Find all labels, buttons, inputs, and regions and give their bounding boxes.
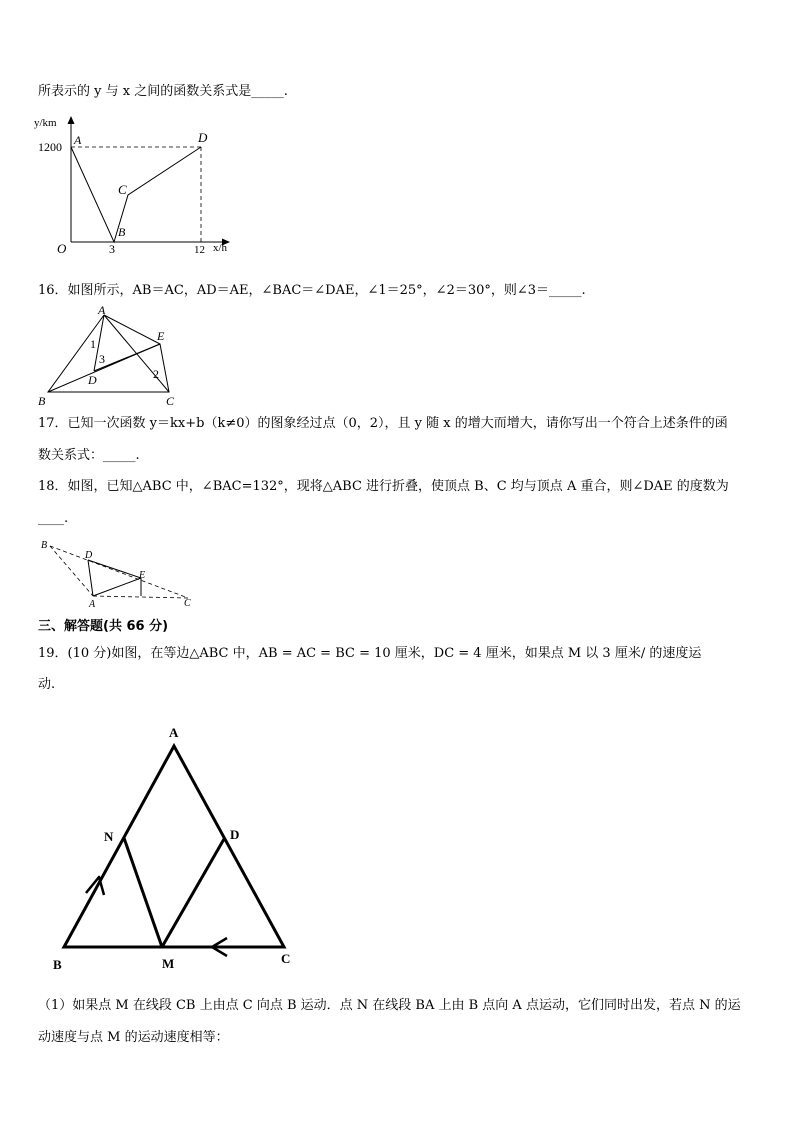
q15-text: 所表示的 y 与 x 之间的函数关系式是_____.	[38, 84, 288, 99]
x-tick-12: 12	[194, 244, 205, 256]
q17-text-line2: 数关系式：_____.	[38, 448, 140, 463]
q19-part1-line1: （1）如果点 M 在线段 CB 上由点 C 向点 B 运动．点 N 在线段 BA 上由 B 点向 A 点运动，它们同时出发，若点 N 的运	[38, 998, 741, 1013]
fig18-label-d: D	[85, 550, 93, 561]
fig16-label-3: 3	[99, 352, 105, 366]
q18-text-line1: 18．如图，已知△ABC 中，∠BAC=132°，现将△ABC 进行折叠，使顶点 B、C 均与顶点 A 重合，则∠DAE 的度数为	[38, 479, 729, 494]
y-tick-1200: 1200	[38, 140, 62, 154]
fig16-label-c: C	[166, 394, 175, 408]
fig18-label-c: C	[184, 598, 191, 609]
point-label-d: D	[198, 130, 208, 145]
point-label-c: C	[118, 182, 127, 197]
folding-triangle-figure-18	[38, 536, 198, 610]
fig19-label-a: A	[169, 725, 179, 740]
fig16-label-b: B	[38, 394, 46, 408]
origin-label: O	[57, 241, 67, 256]
triangle-figure-16	[34, 304, 184, 410]
fig19-label-n: N	[104, 829, 114, 844]
fig16-label-2: 2	[153, 367, 159, 381]
fig16-label-e: E	[157, 329, 165, 343]
equilateral-triangle-figure-19	[40, 720, 310, 978]
q19-text-line2: 动.	[38, 677, 56, 692]
distance-time-graph	[30, 112, 250, 260]
fig19-label-d: D	[230, 827, 240, 842]
point-label-a: A	[74, 133, 82, 147]
fig19-label-m: M	[162, 956, 175, 971]
x-axis-label: x/h	[213, 242, 228, 254]
fig16-label-d: D	[88, 373, 97, 387]
q18-text-line2: ____.	[38, 511, 69, 526]
q19-part1-line2: 动速度与点 M 的运动速度相等：	[38, 1030, 229, 1045]
fig18-label-b: B	[41, 540, 48, 551]
fig19-label-b: B	[53, 957, 62, 972]
section-heading: 三、解答题(共 66 分)	[38, 619, 169, 634]
fig18-label-e: E	[139, 570, 146, 581]
y-axis-label: y/km	[34, 117, 57, 129]
fig16-label-a: A	[98, 303, 106, 317]
point-label-b: B	[118, 225, 126, 239]
fig19-label-c: C	[281, 951, 291, 966]
q19-text-line1: 19．(10 分)如图，在等边△ABC 中，AB = AC = BC = 10 厘米，DC = 4 厘米，如果点 M 以 3 厘米/ 的速度运	[38, 646, 702, 661]
fig16-label-1: 1	[90, 337, 96, 351]
fig18-label-a: A	[89, 599, 96, 610]
x-tick-3: 3	[109, 242, 115, 256]
q16-text: 16．如图所示，AB＝AC，AD＝AE，∠BAC＝∠DAE，∠1＝25°，∠2＝30°，则∠3＝_____.	[38, 283, 586, 298]
q17-text-line1: 17．已知一次函数 y＝kx+b（k≠0）的图象经过点（0，2），且 y 随 x 的增大而增大，请你写出一个符合上述条件的函	[38, 416, 728, 431]
